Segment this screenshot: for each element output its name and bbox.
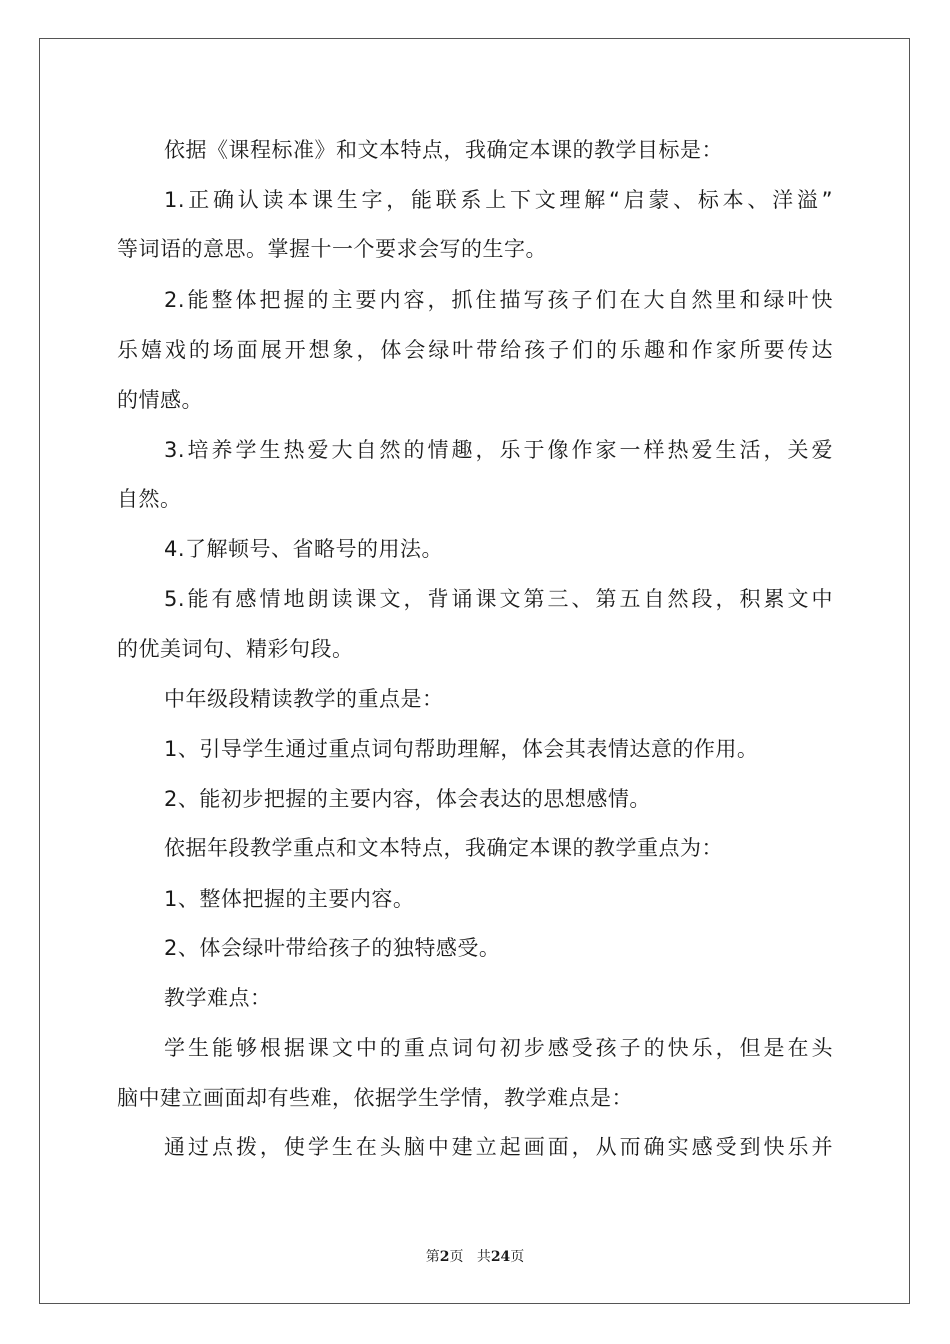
footer-page-suffix: 页 (449, 1249, 464, 1265)
footer-page-number: 2 (439, 1249, 450, 1265)
paragraph-line: 2、能初步把握的主要内容，体会表达的思想感情。 (164, 787, 651, 811)
paragraph-line: 依据年段教学重点和文本特点，我确定本课的教学重点为： (164, 836, 723, 860)
page-footer (0, 1246, 950, 1266)
paragraph-line: 3.培养学生热爱大自然的情趣，乐于像作家一样热爱生活，关爱 (164, 438, 833, 462)
paragraph-line: 4.了解顿号、省略号的用法。 (164, 537, 444, 561)
paragraph-line: 1.正确认读本课生字，能联系上下文理解“启蒙、标本、洋溢” (164, 188, 833, 212)
paragraph-line: 2.能整体把握的主要内容，抓住描写孩子们在大自然里和绿叶快 (164, 288, 833, 312)
paragraph-line: 教学难点： (164, 986, 272, 1010)
paragraph-line: 的优美词句、精彩句段。 (117, 637, 354, 661)
paragraph-line: 5.能有感情地朗读课文，背诵课文第三、第五自然段，积累文中 (164, 587, 833, 611)
paragraph-line: 乐嬉戏的场面展开想象，体会绿叶带给孩子们的乐趣和作家所要传达 (117, 338, 833, 362)
paragraph-line: 学生能够根据课文中的重点词句初步感受孩子的快乐，但是在头 (164, 1036, 833, 1060)
paragraph-line: 依据《课程标准》和文本特点，我确定本课的教学目标是： (164, 138, 723, 162)
footer-page-prefix: 第 (425, 1249, 440, 1265)
paragraph-line: 的情感。 (117, 388, 203, 412)
page-border (39, 38, 910, 1304)
footer-total-suffix: 页 (510, 1249, 525, 1265)
paragraph-line: 中年级段精读教学的重点是： (164, 687, 444, 711)
footer-total-pages: 24 (490, 1249, 511, 1265)
paragraph-line: 1、引导学生通过重点词句帮助理解，体会其表情达意的作用。 (164, 737, 759, 761)
paragraph-line: 等词语的意思。掌握十一个要求会写的生字。 (117, 237, 547, 261)
paragraph-line: 1、整体把握的主要内容。 (164, 887, 415, 911)
paragraph-line: 自然。 (117, 487, 182, 511)
paragraph-line: 通过点拨，使学生在头脑中建立起画面，从而确实感受到快乐并 (164, 1135, 833, 1159)
footer-total-prefix: 共 (476, 1249, 491, 1265)
paragraph-line: 2、体会绿叶带给孩子的独特感受。 (164, 936, 501, 960)
paragraph-line: 脑中建立画面却有些难，依据学生学情，教学难点是： (117, 1086, 633, 1110)
